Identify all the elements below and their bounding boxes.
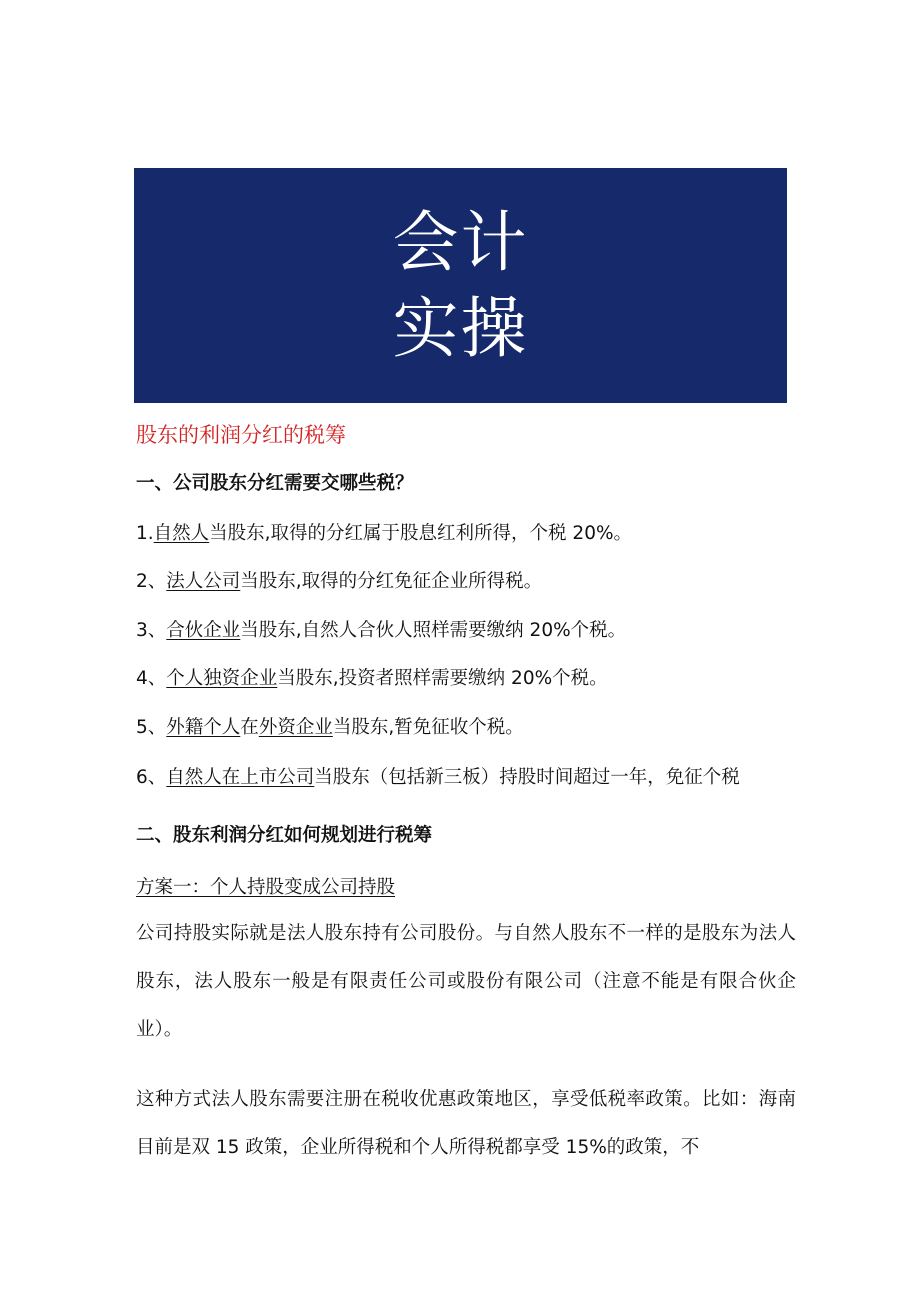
item-keyword: 外籍个人 — [166, 717, 241, 738]
item-keyword: 自然人 — [153, 523, 210, 544]
header-banner — [134, 168, 787, 403]
list-item — [136, 665, 608, 693]
plan-1-title: 方案一：个人持股变成公司持股 — [136, 877, 396, 898]
item-text: 当股东,取得的分红属于股息红利所得，个税 20%。 — [209, 523, 633, 544]
item-keyword: 个人独资企业 — [166, 668, 278, 689]
paragraph-2: 这种方式法人股东需要注册在税收优惠政策地区，享受低税率政策。比如：海南目前是双 15 政策，企业所得税和个人所得税都享受 15%的政策，不 — [136, 1089, 796, 1158]
item-number: 5、 — [136, 717, 167, 738]
item-text: 当股东（包括新三板）持股时间超过一年，免征个税 — [314, 767, 740, 788]
item-number: 1. — [136, 523, 154, 544]
list-item — [136, 520, 632, 548]
item-number: 4、 — [136, 668, 167, 689]
banner-line-1: 会计 — [392, 203, 529, 281]
banner-line-2: 实操 — [392, 289, 529, 367]
item-keyword: 合伙企业 — [166, 620, 241, 641]
item-number: 3、 — [136, 620, 167, 641]
item-text: 当股东,投资者照样需要缴纳 20%个税。 — [277, 668, 608, 689]
item-number: 2、 — [136, 571, 167, 592]
paragraph-1: 公司持股实际就是法人股东持有公司股份。与自然人股东不一样的是股东为法人股东，法人股东一般是有限责任公司或股份有限公司（注意不能是有限合伙企业）。 — [136, 923, 796, 1040]
item-keyword-2: 外资企业 — [258, 717, 333, 738]
list-item — [136, 568, 542, 596]
item-number: 6、 — [136, 767, 167, 788]
section-2-heading: 二、股东利润分红如何规划进行税筹 — [136, 825, 433, 846]
document-title: 股东的利润分红的税筹 — [136, 423, 346, 447]
item-text-2: 当股东,暂免征收个税。 — [332, 717, 524, 738]
list-item — [136, 617, 626, 645]
list-item — [136, 764, 740, 792]
item-keyword: 法人公司 — [166, 571, 241, 592]
item-keyword: 自然人在上市公司 — [166, 767, 315, 788]
item-text: 当股东,取得的分红免征企业所得税。 — [240, 571, 543, 592]
item-text: 当股东,自然人合伙人照样需要缴纳 20%个税。 — [240, 620, 627, 641]
list-item — [136, 714, 524, 742]
section-1-heading: 一、公司股东分红需要交哪些税？ — [136, 473, 414, 494]
item-text: 在 — [240, 717, 259, 738]
